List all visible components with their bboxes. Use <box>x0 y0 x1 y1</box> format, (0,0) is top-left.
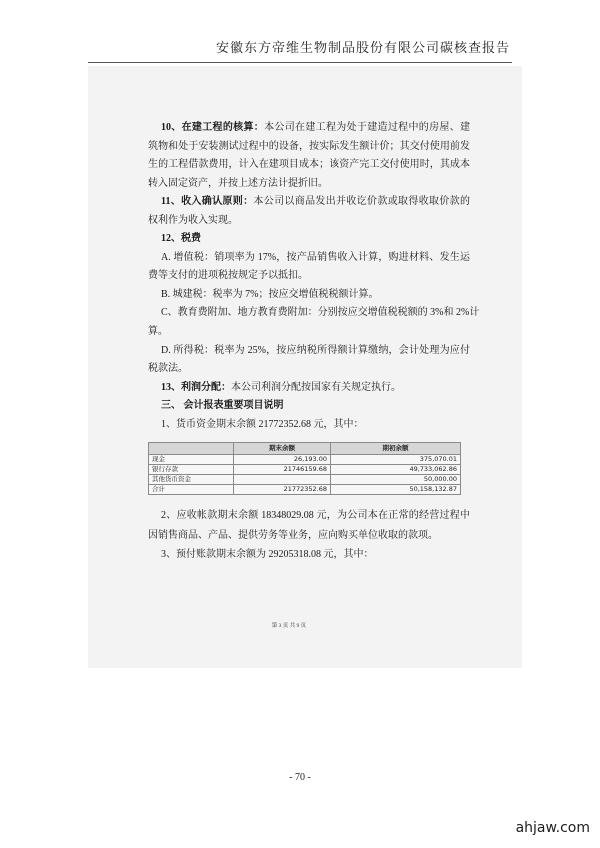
item-10-line: 生的工程借款费用，计入在建项目成本；该资产完工交付使用时，其成本 <box>148 159 470 171</box>
tax-a-line: 费等支付的进项税按规定予以抵扣。 <box>148 270 308 282</box>
opening-balance-cell: 375,070.01 <box>331 455 461 465</box>
item-11-first-line <box>148 193 470 212</box>
item-10-first-line <box>148 119 470 138</box>
tax-c-line: C、教育费附加、地方教育费附加：分别按应交增值税税额的 3%和 2%计 <box>161 307 480 319</box>
tax-a-line: A. 增值税：销项率为 17%，按产品销售收入计算，购进材料、发生运 <box>161 251 470 263</box>
item-13-heading: 13、利润分配： <box>161 381 231 393</box>
tax-d-line: D. 所得税：税率为 25%，按应纳税所得额计算缴纳，会计处理为应付 <box>161 344 470 356</box>
column-header-closing-balance: 期末余额 <box>234 443 331 455</box>
opening-balance-cell: 49,733,062.86 <box>331 465 461 475</box>
item-10-heading: 10、在建工程的核算： <box>161 122 265 133</box>
column-header-opening-balance: 期初余额 <box>331 443 461 455</box>
closing-balance-cell: 21772352.68 <box>234 485 331 495</box>
site-watermark: ahjaw.com <box>515 820 590 836</box>
table-row <box>149 455 461 465</box>
item-10-line: 转入固定资产，并按上述方法计提折旧。 <box>148 177 328 189</box>
cash-balance-table <box>148 442 461 495</box>
row-label: 其他货币资金 <box>149 475 234 485</box>
tax-c-line: 算。 <box>148 326 168 338</box>
opening-balance-cell: 50,158,132.87 <box>331 485 461 495</box>
item-11-heading: 11、收入确认原则： <box>161 196 254 208</box>
item-13-text: 本公司利润分配按国家有关规定执行。 <box>231 381 401 393</box>
closing-balance-cell <box>234 475 331 485</box>
table-header-row <box>149 443 461 455</box>
row-label: 现金 <box>149 455 234 465</box>
item-10-line: 筑物和处于安装测试过程中的设备，按实际发生额计价；其交付使用前发 <box>148 140 470 152</box>
header-rule <box>88 62 512 63</box>
tax-d-line: 税款法。 <box>148 363 188 375</box>
item-11-line: 权利作为收入实现。 <box>148 214 238 226</box>
item-12-line <box>148 230 470 249</box>
table-row <box>149 475 461 485</box>
report-title: 安徽东方帝维生物制品股份有限公司碳核查报告 <box>215 40 510 55</box>
table-total-row <box>149 485 461 495</box>
closing-balance-cell: 21746159.68 <box>234 465 331 475</box>
closing-balance-cell: 26,193.00 <box>234 455 331 465</box>
tax-b-line: B. 城建税：税率为 7%；按应交增值税税额计算。 <box>161 288 379 300</box>
receivables-line: 2、应收帐款期末余额 18348029.08 元，为公司本在正常的经营过程中 <box>161 510 470 521</box>
column-header-item <box>149 443 234 455</box>
section-3-heading: 三、 会计报表重要项目说明 <box>161 400 284 412</box>
receivables-line: 因销售商品、产品、提供劳务等业务，应向购买单位收取的款项。 <box>148 529 438 541</box>
item-11-text: 本公司以商品发出并收讫价款或取得收取价款的 <box>253 196 471 208</box>
row-label: 银行存款 <box>149 465 234 475</box>
scanned-page-footer: 第 3 页 共 9 页 <box>271 623 307 629</box>
opening-balance-cell: 50,000.00 <box>331 475 461 485</box>
item-12-heading: 12、税费 <box>161 233 201 245</box>
table-row <box>149 465 461 475</box>
balance-notes-text <box>148 506 470 565</box>
item-10-text: 本公司在建工程为处于建造过程中的房屋、建 <box>264 122 471 133</box>
page-number: - 70 - <box>289 772 311 783</box>
item-13-line <box>148 379 470 398</box>
accounting-policies-text <box>148 119 480 434</box>
row-label: 合计 <box>149 485 234 495</box>
prepayments-line: 3、预付账款期末余额为 29205318.08 元，其中： <box>161 549 374 561</box>
cash-intro-line: 1、货币资金期末余额 21772352.68 元，其中： <box>161 418 364 430</box>
